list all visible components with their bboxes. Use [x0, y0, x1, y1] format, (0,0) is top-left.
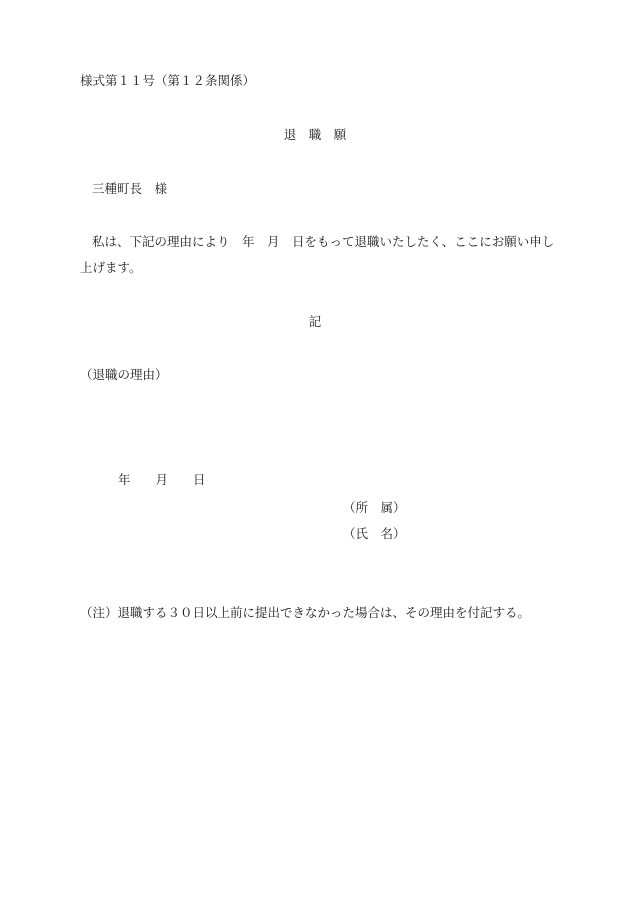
body-text-line-2: 上げます。: [80, 260, 142, 275]
date-line: 年 月 日: [118, 472, 206, 487]
ki-heading: 記: [308, 314, 322, 329]
note-text: （注）退職する３０日以上前に提出できなかった場合は、その理由を付記する。: [80, 605, 531, 620]
name-label: （氏 名）: [343, 526, 406, 541]
document-title: 退 職 願: [283, 127, 347, 142]
reason-label: （退職の理由）: [80, 367, 168, 382]
affiliation-label: （所 属）: [343, 500, 406, 515]
addressee: 三種町長 様: [92, 181, 168, 196]
body-text-line-1: 私は、下記の理由により 年 月 日をもって退職いたしたく、ここにお願い申し: [92, 234, 555, 249]
form-number: 様式第１１号（第１２条関係）: [80, 73, 256, 88]
